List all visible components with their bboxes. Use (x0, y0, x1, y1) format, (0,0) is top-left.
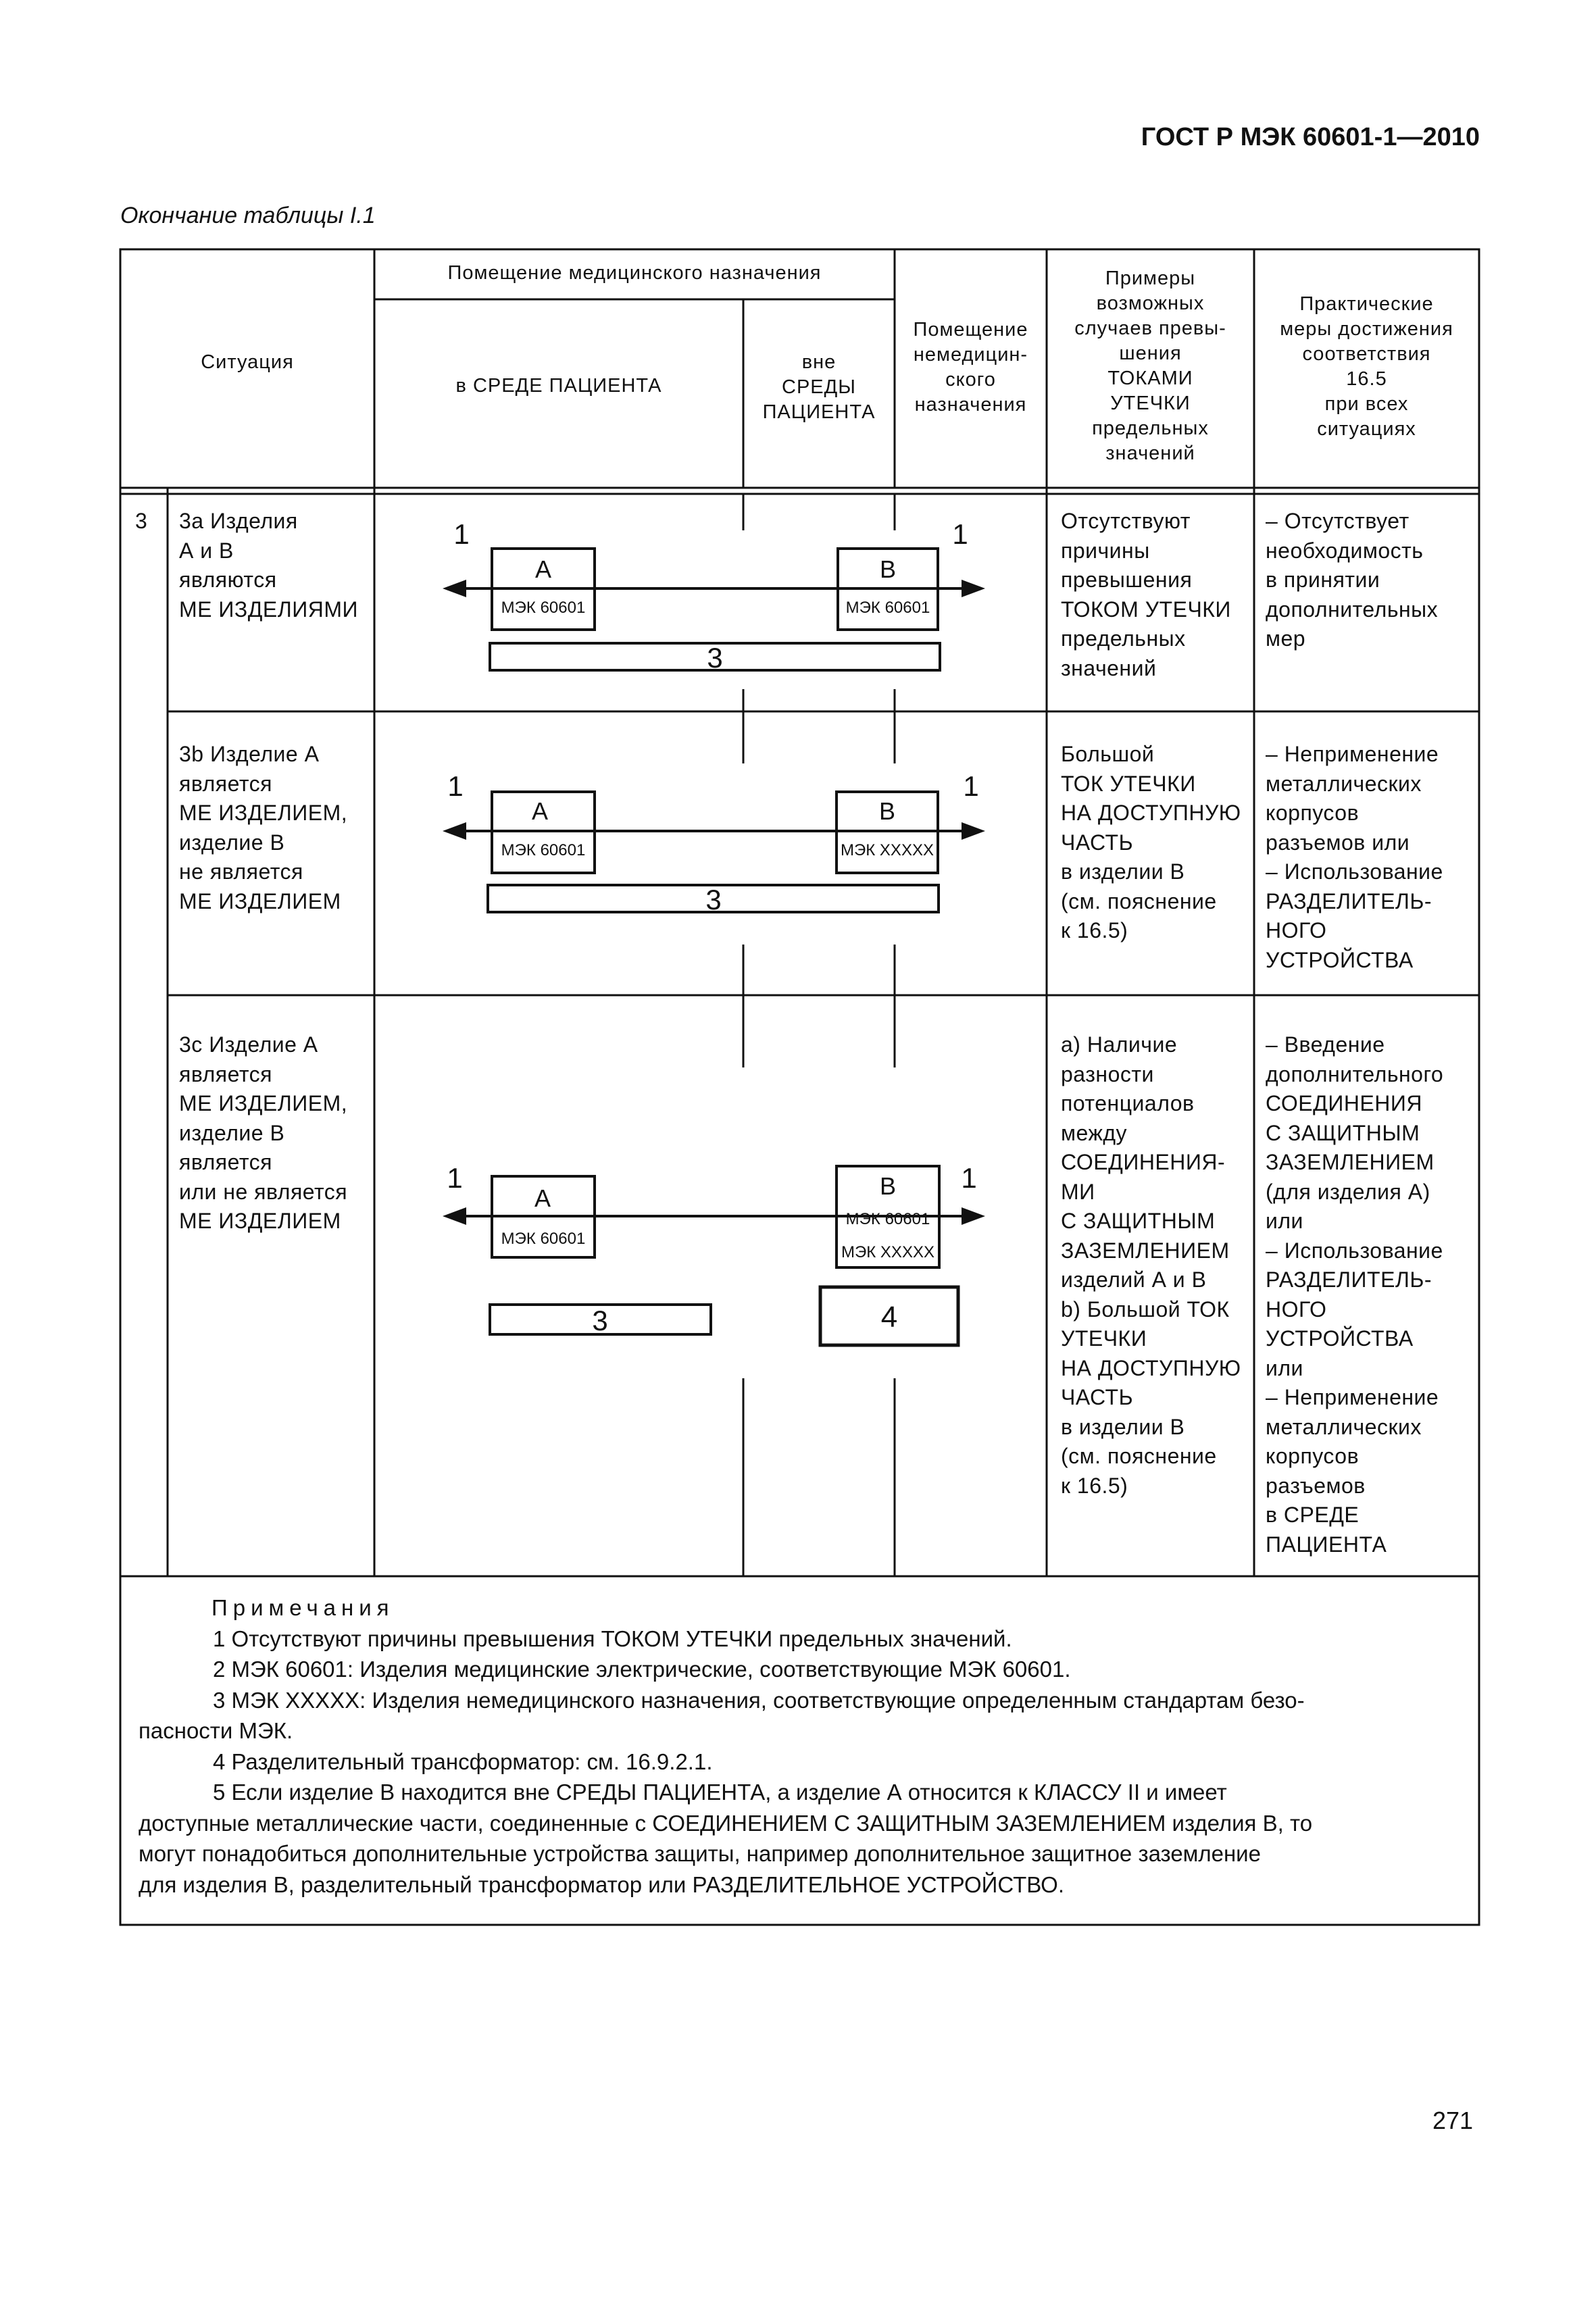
row-3b-examples: Большой ТОК УТЕЧКИ НА ДОСТУПНУЮ ЧАСТЬ в изделии В (см. пояснение к 16.5) (1061, 742, 1241, 942)
bar-3-label: 3 (707, 642, 723, 674)
note-5-cont-1: доступные металлические части, соединенные с СОЕДИНЕНИЕМ С ЗАЩИТНЫМ ЗАЗЕМЛЕНИЕМ изделия В, то (139, 1810, 1313, 1836)
label-1-left: 1 (453, 518, 470, 550)
row-3a-examples: Отсутствуют причины превышения ТОКОМ УТЕЧКИ предельных значений (1061, 509, 1231, 680)
label-1-left: 1 (447, 770, 464, 802)
label-1-right: 1 (961, 1162, 977, 1194)
box-b-label: В (879, 555, 897, 583)
box-4-label: 4 (880, 1301, 898, 1334)
box-b-label: В (879, 1172, 897, 1200)
header-examples: Примеры возможных случаев превы- шения ТОКАМИ УТЕЧКИ предельных значений (1074, 268, 1226, 464)
label-1-right: 1 (952, 518, 968, 550)
note-1: 1 Отсутствуют причины превышения ТОКОМ УТЕЧКИ предельных значений. (213, 1626, 1012, 1651)
header-medical-room: Помещение медицинского назначения (447, 262, 822, 284)
note-3-cont: пасности МЭК. (139, 1718, 293, 1743)
bar-3-label: 3 (705, 884, 722, 915)
header-in-patient-env: в СРЕДЕ ПАЦИЕНТА (455, 375, 662, 397)
notes-block (139, 1592, 1466, 1900)
row-3c-situation: 3c Изделие А является МЕ ИЗДЕЛИЕМ, изделие В является или не является МЕ ИЗДЕЛИЕМ (179, 1032, 348, 1233)
notes-title: Примечания (211, 1595, 395, 1620)
table-caption: Окончание таблицы I.1 (120, 203, 376, 228)
box-b-sublabel: МЭК XXXXX (841, 841, 934, 859)
row-3b-situation: 3b Изделие А является МЕ ИЗДЕЛИЕМ, изделие В не является МЕ ИЗДЕЛИЕМ (179, 742, 348, 913)
box-a-sublabel: МЭК 60601 (501, 1230, 586, 1248)
header-outside-patient-env: вне СРЕДЫ ПАЦИЕНТА (762, 351, 876, 423)
row-3a-situation: 3a Изделия А и В являются МЕ ИЗДЕЛИЯМИ (179, 509, 358, 622)
box-a-sublabel: МЭК 60601 (501, 599, 586, 617)
header-situation: Ситуация (201, 351, 294, 373)
label-1-right: 1 (963, 770, 979, 802)
header-nonmedical-room: Помещение немедицин- ского назначения (913, 319, 1028, 416)
note-5-cont-3: для изделия В, разделительный трансформатор или РАЗДЕЛИТЕЛЬНОЕ УСТРОЙСТВО. (139, 1871, 1064, 1897)
row-3c-measures: – Введение дополнительного СОЕДИНЕНИЯ С ЗАЩИТНЫМ ЗАЗЕМЛЕНИЕМ (для изделия А) или – Использование РАЗДЕЛИТЕЛЬ- НОГО УСТРОЙСТВА или – Неприменение металлических корпусов разъемов в СРЕДЕ ПАЦИЕНТА (1266, 1032, 1444, 1557)
row-number: 3 (135, 509, 148, 533)
bar-3-label: 3 (592, 1305, 608, 1336)
box-b-label: В (878, 797, 896, 825)
header-measures: Практические меры достижения соответствия 16.5 при всех ситуациях (1280, 293, 1453, 440)
box-a-label: А (534, 555, 552, 583)
box-a-sublabel: МЭК 60601 (501, 841, 586, 859)
label-1-left: 1 (447, 1162, 463, 1194)
standard-designation: ГОСТ Р МЭК 60601-1—2010 (1141, 123, 1480, 151)
note-3: 3 МЭК XXXXX: Изделия немедицинского назначения, соответствующие определенным стандартам безо- (213, 1687, 1305, 1713)
box-a-label: А (531, 797, 549, 825)
row-3b-measures: – Неприменение металлических корпусов разъемов или – Использование РАЗДЕЛИТЕЛЬ- НОГО УСТРОЙСТВА (1266, 742, 1443, 972)
page-number: 271 (1432, 2107, 1474, 2134)
note-4: 4 Разделительный трансформатор: см. 16.9.2.1. (213, 1749, 713, 1774)
note-5: 5 Если изделие В находится вне СРЕДЫ ПАЦИЕНТА, а изделие А относится к КЛАССУ II и имеет (213, 1780, 1227, 1805)
row-3c-examples: a) Наличие разности потенциалов между СОЕДИНЕНИЯ- МИ С ЗАЩИТНЫМ ЗАЗЕМЛЕНИЕМ изделий А и В b) Большой ТОК УТЕЧКИ НА ДОСТУПНУЮ ЧАСТЬ в изделии В (см. пояснение к 16.5) (1061, 1032, 1241, 1498)
note-5-cont-2: могут понадобиться дополнительные устройства защиты, например дополнительное защитное заземление (139, 1841, 1261, 1866)
note-2: 2 МЭК 60601: Изделия медицинские электрические, соответствующие МЭК 60601. (213, 1657, 1071, 1682)
box-a-label: А (534, 1184, 551, 1212)
box-b-sublabel-2: МЭК XXXXX (841, 1243, 934, 1261)
row-3a-measures: – Отсутствует необходимость в принятии дополнительных мер (1266, 509, 1439, 651)
box-b-sublabel: МЭК 60601 (845, 599, 930, 617)
box-b-sublabel: МЭК 60601 (845, 1210, 930, 1228)
